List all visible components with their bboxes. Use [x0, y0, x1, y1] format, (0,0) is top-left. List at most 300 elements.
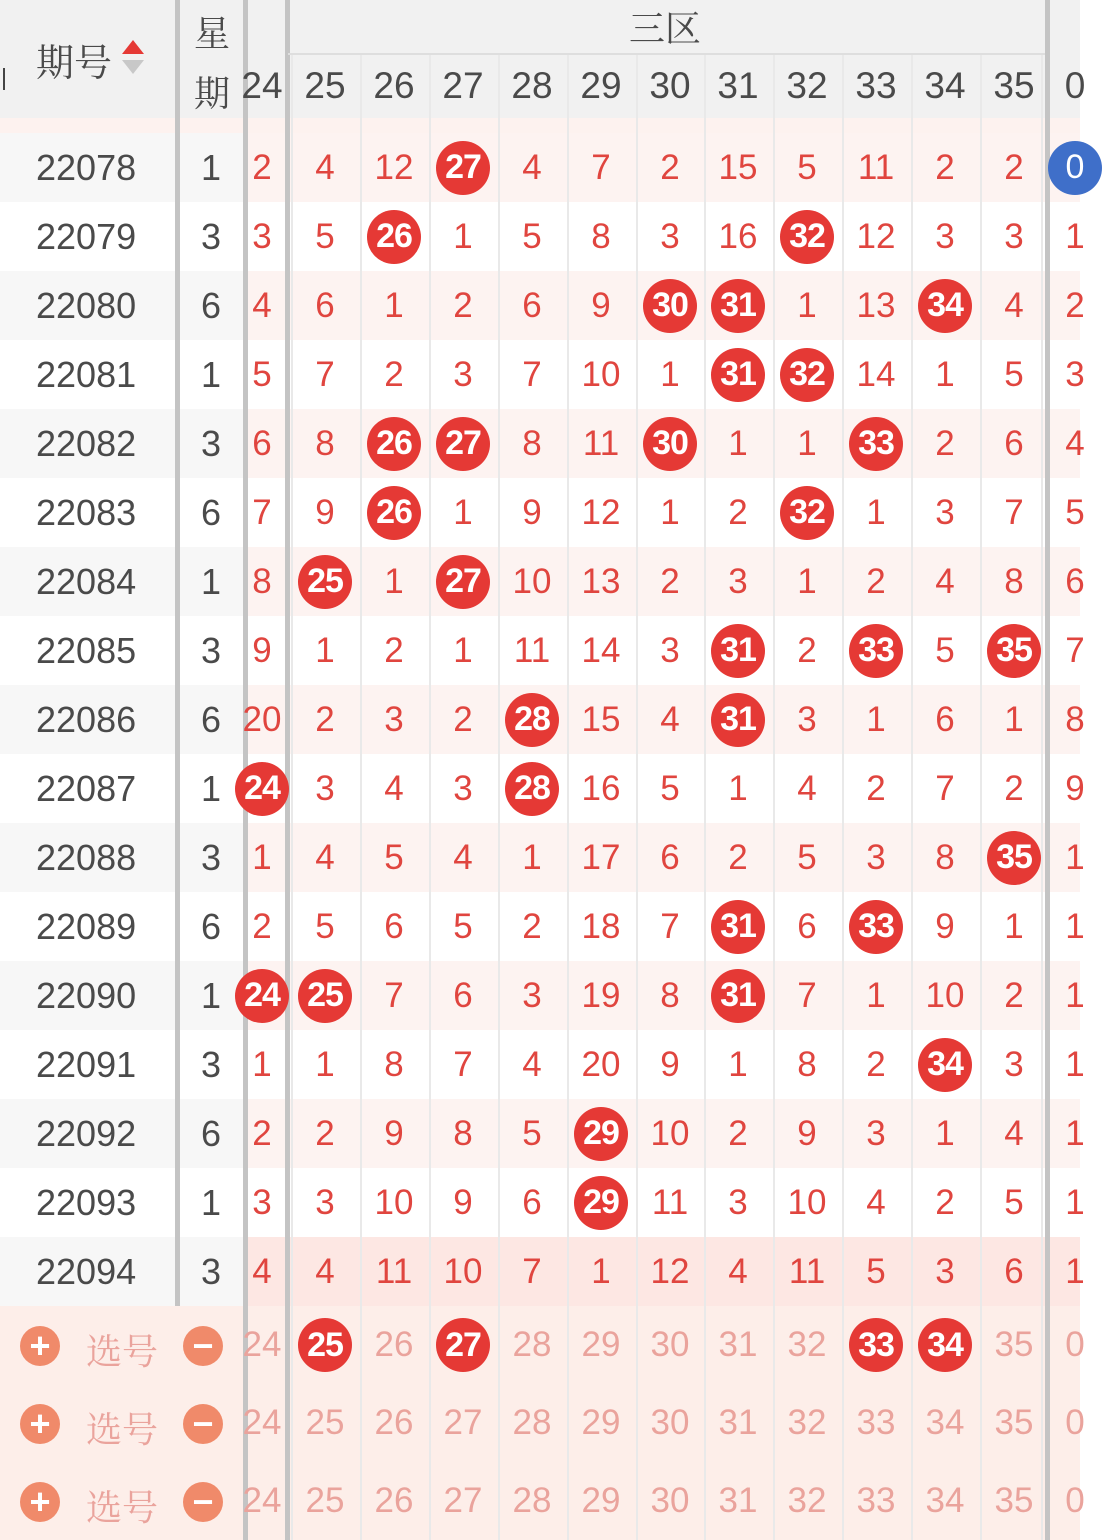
miss-count: 5 [252, 354, 272, 394]
trend-cell [360, 1168, 428, 1237]
miss-count: 1 [728, 1044, 748, 1084]
trend-cell [567, 1030, 635, 1099]
trend-cell [228, 685, 296, 754]
selector-number[interactable] [228, 1384, 296, 1462]
selectable-number[interactable]: 25 [305, 1403, 345, 1442]
miss-count: 4 [315, 1251, 335, 1291]
selector-number[interactable] [980, 1384, 1048, 1462]
trend-cell [773, 823, 841, 892]
miss-count: 4 [384, 768, 404, 808]
selectable-number[interactable]: 32 [787, 1481, 827, 1520]
miss-count: 11 [375, 1251, 413, 1291]
trend-cell [773, 409, 841, 478]
selectable-number[interactable]: 25 [305, 1481, 345, 1520]
weekday-value: 3 [200, 215, 222, 257]
selectable-number[interactable]: 34 [925, 1481, 965, 1520]
add-selector-button[interactable]: + [20, 1482, 60, 1522]
miss-count: 8 [453, 1113, 473, 1153]
miss-count: 5 [660, 768, 680, 808]
miss-count: 3 [384, 699, 404, 739]
trend-cell [360, 754, 428, 823]
selector-number[interactable] [360, 1462, 428, 1540]
selectable-number[interactable]: 24 [242, 1481, 282, 1520]
miss-count: 8 [315, 423, 335, 463]
miss-count: 1 [1004, 699, 1024, 739]
trend-cell [773, 754, 841, 823]
miss-count: 7 [591, 147, 611, 187]
miss-count: 5 [315, 906, 335, 946]
selector-number[interactable] [291, 1462, 359, 1540]
trend-cell [429, 133, 497, 202]
miss-count: 1 [453, 492, 473, 532]
trend-cell [498, 340, 566, 409]
column-header: 31 [717, 65, 759, 106]
miss-count: 4 [315, 147, 335, 187]
miss-count: 6 [522, 1182, 542, 1222]
miss-count: 9 [591, 285, 611, 325]
miss-count: 20 [242, 699, 282, 739]
selector-label: 选号 [86, 1487, 159, 1528]
miss-count: 5 [1004, 354, 1024, 394]
hit-number-ball: 30 [643, 417, 697, 471]
trend-cell [773, 133, 841, 202]
selector-number[interactable] [773, 1384, 841, 1462]
trend-cell [498, 616, 566, 685]
column-header: 35 [993, 65, 1035, 106]
trend-cell [498, 1030, 566, 1099]
trend-cell [911, 961, 979, 1030]
selector-number[interactable] [429, 1462, 497, 1540]
trend-cell [429, 1168, 497, 1237]
selectable-number[interactable]: 0 [1065, 1481, 1085, 1520]
trend-cell [498, 892, 566, 961]
miss-count: 5 [315, 216, 335, 256]
miss-count: 7 [252, 492, 272, 532]
selector-number[interactable] [980, 1462, 1048, 1540]
trend-cell [704, 478, 772, 547]
selected-number-ball[interactable]: 33 [849, 1318, 903, 1372]
selectable-number[interactable]: 32 [787, 1403, 827, 1442]
miss-count: 2 [1004, 147, 1024, 187]
selector-number[interactable] [636, 1462, 704, 1540]
selector-number[interactable] [773, 1306, 841, 1384]
trend-cell [498, 271, 566, 340]
miss-count: 8 [591, 216, 611, 256]
miss-count: 1 [1065, 1113, 1085, 1153]
trend-cell [429, 754, 497, 823]
miss-count: 1 [660, 492, 680, 532]
trend-cell [498, 961, 566, 1030]
miss-count: 9 [797, 1113, 817, 1153]
trend-cell [911, 685, 979, 754]
miss-count: 10 [650, 1113, 690, 1153]
trend-cell [980, 409, 1048, 478]
selector-number[interactable] [429, 1306, 497, 1384]
weekday-value: 3 [200, 1043, 222, 1085]
miss-count: 7 [935, 768, 955, 808]
trend-cell [911, 133, 979, 202]
trend-cell [429, 547, 497, 616]
selectable-number[interactable]: 35 [994, 1325, 1034, 1364]
miss-count: 7 [384, 975, 404, 1015]
trend-cell [360, 1237, 428, 1306]
miss-count: 2 [660, 147, 680, 187]
miss-count: 7 [453, 1044, 473, 1084]
selector-number[interactable] [291, 1306, 359, 1384]
trend-cell [1041, 271, 1109, 340]
selectable-number[interactable]: 33 [856, 1481, 896, 1520]
hit-number-ball: 34 [918, 279, 972, 333]
selector-number[interactable] [567, 1384, 635, 1462]
issue-number: 22080 [36, 285, 137, 326]
trend-cell [911, 1237, 979, 1306]
trend-cell [228, 202, 296, 271]
selector-number[interactable] [360, 1306, 428, 1384]
miss-count: 7 [797, 975, 817, 1015]
trend-cell [636, 1237, 704, 1306]
miss-count: 13 [581, 561, 621, 601]
hit-number-ball: 27 [436, 141, 490, 195]
miss-count: 3 [1004, 216, 1024, 256]
trend-cell [228, 547, 296, 616]
trend-cell [228, 1030, 296, 1099]
miss-count: 2 [1065, 285, 1085, 325]
miss-count: 1 [728, 768, 748, 808]
selector-number[interactable] [842, 1306, 910, 1384]
add-selector-button[interactable]: + [20, 1404, 60, 1444]
selectable-number[interactable]: 31 [718, 1325, 758, 1364]
hit-number-ball: 35 [987, 831, 1041, 885]
trend-cell [773, 478, 841, 547]
trend-cell [980, 202, 1048, 271]
weekday-value: 6 [200, 491, 222, 533]
trend-cell [980, 478, 1048, 547]
miss-count: 1 [797, 561, 817, 601]
selectable-number[interactable]: 31 [718, 1481, 758, 1520]
selectable-number[interactable]: 30 [650, 1325, 690, 1364]
selector-number[interactable] [980, 1306, 1048, 1384]
hit-number-ball: 32 [780, 210, 834, 264]
miss-count: 7 [1065, 630, 1085, 670]
miss-count: 8 [935, 837, 955, 877]
miss-count: 7 [660, 906, 680, 946]
miss-count: 3 [797, 699, 817, 739]
miss-count: 2 [252, 906, 272, 946]
miss-count: 3 [1004, 1044, 1024, 1084]
miss-count: 3 [252, 1182, 272, 1222]
miss-count: 1 [591, 1251, 611, 1291]
trend-cell [1041, 547, 1109, 616]
miss-count: 1 [728, 423, 748, 463]
hit-number-ball: 31 [711, 279, 765, 333]
miss-count: 4 [252, 285, 272, 325]
trend-cell [704, 1168, 772, 1237]
miss-count: 5 [1004, 1182, 1024, 1222]
miss-count: 9 [660, 1044, 680, 1084]
trend-cell [980, 1237, 1048, 1306]
miss-count: 1 [935, 354, 955, 394]
selectable-number[interactable]: 31 [718, 1403, 758, 1442]
trend-cell [980, 340, 1048, 409]
selected-number-ball[interactable]: 34 [918, 1318, 972, 1372]
selectable-number[interactable]: 24 [242, 1403, 282, 1442]
trend-cell [636, 1030, 704, 1099]
selectable-number[interactable]: 28 [512, 1481, 552, 1520]
miss-count: 6 [797, 906, 817, 946]
issue-number: 22089 [36, 906, 137, 947]
weekday-value: 6 [200, 284, 222, 326]
trend-cell [636, 1168, 704, 1237]
selector-number[interactable] [567, 1306, 635, 1384]
weekday-value: 1 [200, 146, 222, 188]
selectable-number[interactable]: 24 [242, 1325, 282, 1364]
column-header: 29 [580, 65, 622, 106]
trend-cell [773, 271, 841, 340]
miss-count: 20 [581, 1044, 621, 1084]
selectable-number[interactable]: 35 [994, 1481, 1034, 1520]
miss-count: 2 [384, 630, 404, 670]
selector-number[interactable] [911, 1384, 979, 1462]
miss-count: 1 [866, 975, 886, 1015]
miss-count: 2 [935, 147, 955, 187]
remove-selector-button[interactable]: − [183, 1482, 223, 1522]
miss-count: 8 [384, 1044, 404, 1084]
trend-cell [291, 202, 359, 271]
trend-cell [228, 616, 296, 685]
miss-count: 1 [866, 699, 886, 739]
weekday-value: 3 [200, 629, 222, 671]
miss-count: 1 [1065, 1251, 1085, 1291]
trend-cell [291, 961, 359, 1030]
trend-cell [291, 1099, 359, 1168]
selectable-number[interactable]: 28 [512, 1325, 552, 1364]
selectable-number[interactable]: 29 [581, 1403, 621, 1442]
selector-number[interactable] [1041, 1462, 1109, 1540]
trend-cell [360, 271, 428, 340]
trend-cell [773, 1237, 841, 1306]
trend-cell [429, 1099, 497, 1168]
selector-label: 选号 [86, 1409, 159, 1450]
selector-label: 选号 [86, 1331, 159, 1372]
miss-count: 6 [1004, 1251, 1024, 1291]
selectable-number[interactable]: 34 [925, 1403, 965, 1442]
column-header: 0 [1064, 65, 1086, 106]
miss-count: 3 [935, 492, 955, 532]
selected-number-ball[interactable]: 27 [436, 1318, 490, 1372]
column-header: 32 [786, 65, 828, 106]
trend-cell [911, 1168, 979, 1237]
add-selector-button[interactable]: + [20, 1326, 60, 1366]
miss-count: 2 [1004, 975, 1024, 1015]
trend-cell [567, 685, 635, 754]
miss-count: 2 [935, 1182, 955, 1222]
trend-cell [429, 340, 497, 409]
selector-number[interactable] [1041, 1384, 1109, 1462]
remove-selector-button[interactable]: − [183, 1404, 223, 1444]
miss-count: 1 [315, 630, 335, 670]
miss-count: 1 [1004, 906, 1024, 946]
trend-cell [704, 1099, 772, 1168]
weekday-value: 6 [200, 1112, 222, 1154]
miss-count: 5 [453, 906, 473, 946]
miss-count: 10 [374, 1182, 414, 1222]
trend-cell [291, 1237, 359, 1306]
miss-count: 1 [1065, 906, 1085, 946]
trend-cell [291, 823, 359, 892]
miss-count: 14 [581, 630, 621, 670]
selectable-number[interactable]: 35 [994, 1403, 1034, 1442]
miss-count: 3 [866, 837, 886, 877]
issue-number: 22079 [36, 216, 137, 257]
miss-count: 2 [728, 1113, 748, 1153]
selector-number[interactable] [911, 1306, 979, 1384]
miss-count: 12 [856, 216, 896, 256]
miss-count: 16 [581, 768, 621, 808]
selector-number[interactable] [1041, 1306, 1109, 1384]
miss-count: 6 [522, 285, 542, 325]
selector-number[interactable] [291, 1384, 359, 1462]
trend-cell [429, 892, 497, 961]
selector-number[interactable] [498, 1384, 566, 1462]
hit-number-ball: 32 [780, 486, 834, 540]
trend-cell [228, 409, 296, 478]
selector-number[interactable] [498, 1306, 566, 1384]
selector-number[interactable] [773, 1462, 841, 1540]
trend-cell [704, 271, 772, 340]
miss-count: 3 [315, 768, 335, 808]
selector-number[interactable] [636, 1306, 704, 1384]
trend-cell [291, 547, 359, 616]
trend-cell [704, 823, 772, 892]
miss-count: 1 [252, 1044, 272, 1084]
selector-number[interactable] [911, 1462, 979, 1540]
trend-cell [567, 616, 635, 685]
trend-cell [842, 1099, 910, 1168]
trend-cell [636, 409, 704, 478]
selector-number[interactable] [636, 1384, 704, 1462]
miss-count: 9 [935, 906, 955, 946]
miss-count: 7 [1004, 492, 1024, 532]
trend-cell [842, 1030, 910, 1099]
selectable-number[interactable]: 26 [374, 1403, 414, 1442]
trend-cell [773, 1168, 841, 1237]
trend-cell [980, 823, 1048, 892]
selector-number[interactable] [704, 1462, 772, 1540]
trend-cell [429, 616, 497, 685]
trend-cell [1041, 823, 1109, 892]
selectable-number[interactable]: 26 [374, 1325, 414, 1364]
selectable-number[interactable]: 27 [443, 1403, 483, 1442]
miss-count: 2 [252, 1113, 272, 1153]
trend-cell [567, 1168, 635, 1237]
miss-count: 3 [453, 768, 473, 808]
miss-count: 8 [660, 975, 680, 1015]
miss-count: 5 [797, 147, 817, 187]
selector-number[interactable] [429, 1384, 497, 1462]
trend-cell [842, 547, 910, 616]
selector-number[interactable] [228, 1462, 296, 1540]
hit-number-ball: 35 [987, 624, 1041, 678]
sort-updown-icon[interactable] [120, 38, 146, 76]
trend-cell [911, 547, 979, 616]
selector-number[interactable] [704, 1306, 772, 1384]
hit-number-ball: 31 [711, 900, 765, 954]
miss-count: 9 [1065, 768, 1085, 808]
selectable-number[interactable]: 32 [787, 1325, 827, 1364]
trend-cell [773, 616, 841, 685]
trend-cell [773, 685, 841, 754]
trend-cell [636, 961, 704, 1030]
selectable-number[interactable]: 26 [374, 1481, 414, 1520]
selectable-number[interactable]: 30 [650, 1481, 690, 1520]
selector-number[interactable] [842, 1462, 910, 1540]
remove-selector-button[interactable]: − [183, 1326, 223, 1366]
trend-cell [291, 340, 359, 409]
selectable-number[interactable]: 30 [650, 1403, 690, 1442]
trend-cell [842, 961, 910, 1030]
miss-count: 4 [660, 699, 680, 739]
trend-cell [360, 202, 428, 271]
selector-number[interactable] [228, 1306, 296, 1384]
trend-cell [567, 340, 635, 409]
miss-count: 1 [522, 837, 542, 877]
trend-cell [980, 1099, 1048, 1168]
trend-cell [704, 892, 772, 961]
miss-count: 2 [315, 1113, 335, 1153]
miss-count: 8 [252, 561, 272, 601]
selector-number[interactable] [360, 1384, 428, 1462]
trend-cell [704, 685, 772, 754]
hit-number-ball: 34 [918, 1038, 972, 1092]
trend-cell [842, 340, 910, 409]
trend-cell [842, 754, 910, 823]
selectable-number[interactable]: 0 [1065, 1403, 1085, 1442]
miss-count: 3 [252, 216, 272, 256]
trend-cell [1041, 1099, 1109, 1168]
trend-cell [1041, 892, 1109, 961]
miss-count: 2 [453, 699, 473, 739]
selectable-number[interactable]: 29 [581, 1481, 621, 1520]
trend-cell [228, 340, 296, 409]
hit-number-ball: 33 [849, 624, 903, 678]
miss-count: 3 [453, 354, 473, 394]
blue-number-ball: 0 [1048, 141, 1102, 195]
miss-count: 4 [935, 561, 955, 601]
selector-number[interactable] [567, 1462, 635, 1540]
trend-cell [980, 961, 1048, 1030]
selectable-number[interactable]: 29 [581, 1325, 621, 1364]
selector-number[interactable] [704, 1384, 772, 1462]
selected-number-ball[interactable]: 25 [298, 1318, 352, 1372]
miss-count: 6 [384, 906, 404, 946]
selector-number[interactable] [842, 1384, 910, 1462]
trend-cell [291, 1030, 359, 1099]
miss-count: 8 [1065, 699, 1085, 739]
trend-cell [498, 1099, 566, 1168]
trend-cell [498, 1237, 566, 1306]
trend-cell [360, 892, 428, 961]
hit-number-ball: 29 [574, 1176, 628, 1230]
trend-cell [636, 547, 704, 616]
trend-cell [567, 823, 635, 892]
miss-count: 7 [315, 354, 335, 394]
selectable-number[interactable]: 33 [856, 1403, 896, 1442]
selectable-number[interactable]: 0 [1065, 1325, 1085, 1364]
column-header: 30 [649, 65, 691, 106]
selectable-number[interactable]: 27 [443, 1481, 483, 1520]
selectable-number[interactable]: 28 [512, 1403, 552, 1442]
selector-number[interactable] [498, 1462, 566, 1540]
